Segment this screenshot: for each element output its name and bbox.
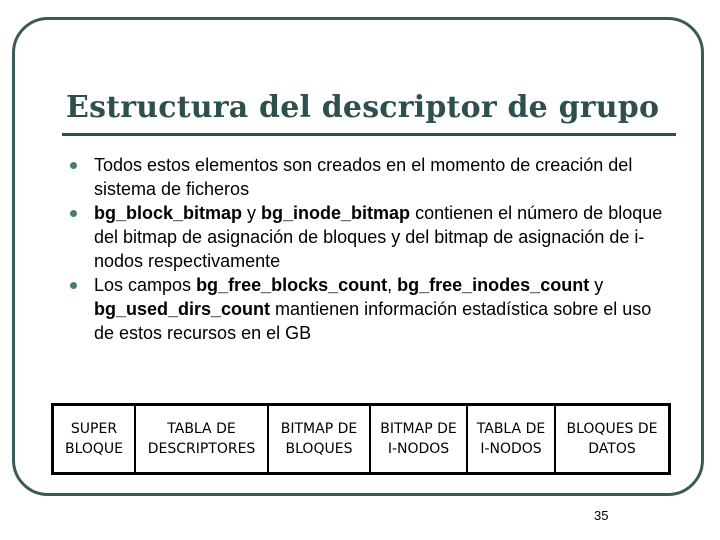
bullet-segment: , bbox=[387, 275, 398, 295]
field-name: bg_block_bitmap bbox=[94, 203, 243, 223]
bullet-segment: contienen el número de bloque del bitmap de asignación de bloques y del bitmap de asignación de i-nodos respectivamente bbox=[94, 203, 663, 271]
field-name: bg_used_dirs_count bbox=[94, 299, 271, 319]
bullet-segment: Los campos bbox=[94, 275, 197, 295]
slide-title: Estructura del descriptor de grupo bbox=[66, 90, 660, 125]
bullet-text bbox=[94, 203, 662, 271]
title-underline bbox=[62, 133, 676, 136]
bullet-dot-icon bbox=[70, 210, 77, 217]
bullet-segment: y bbox=[589, 275, 604, 295]
layout-block: BITMAP DE I-NODOS bbox=[371, 406, 468, 472]
bullet-item bbox=[68, 153, 668, 201]
bullet-item bbox=[68, 201, 668, 273]
bullet-dot-icon bbox=[70, 162, 77, 169]
field-name: bg_inode_bitmap bbox=[261, 203, 411, 223]
bullet-segment: Todos estos elementos son creados en el momento de creación del sistema de ficheros bbox=[94, 155, 633, 199]
bullet-segment: y bbox=[242, 203, 262, 223]
bullet-segment: mantienen información estadística sobre el uso de estos recursos en el GB bbox=[94, 299, 652, 343]
bullet-dot-icon bbox=[70, 282, 77, 289]
bullet-list bbox=[68, 153, 668, 345]
layout-block: BLOQUES DE DATOS bbox=[566, 421, 658, 457]
layout-block: SUPER BLOQUE bbox=[54, 406, 136, 472]
layout-block: BITMAP DE BLOQUES bbox=[269, 406, 371, 472]
page-number: 35 bbox=[594, 508, 609, 523]
block-group-layout-diagram bbox=[51, 403, 671, 475]
bullet-text bbox=[94, 275, 651, 343]
field-name: bg_free_blocks_count bbox=[196, 275, 388, 295]
layout-block: TABLA DE I-NODOS bbox=[468, 406, 556, 472]
field-name: bg_free_inodes_count bbox=[397, 275, 590, 295]
layout-block: TABLA DE DESCRIPTORES bbox=[136, 406, 269, 472]
bullet-item bbox=[68, 273, 668, 345]
bullet-text bbox=[94, 155, 632, 199]
